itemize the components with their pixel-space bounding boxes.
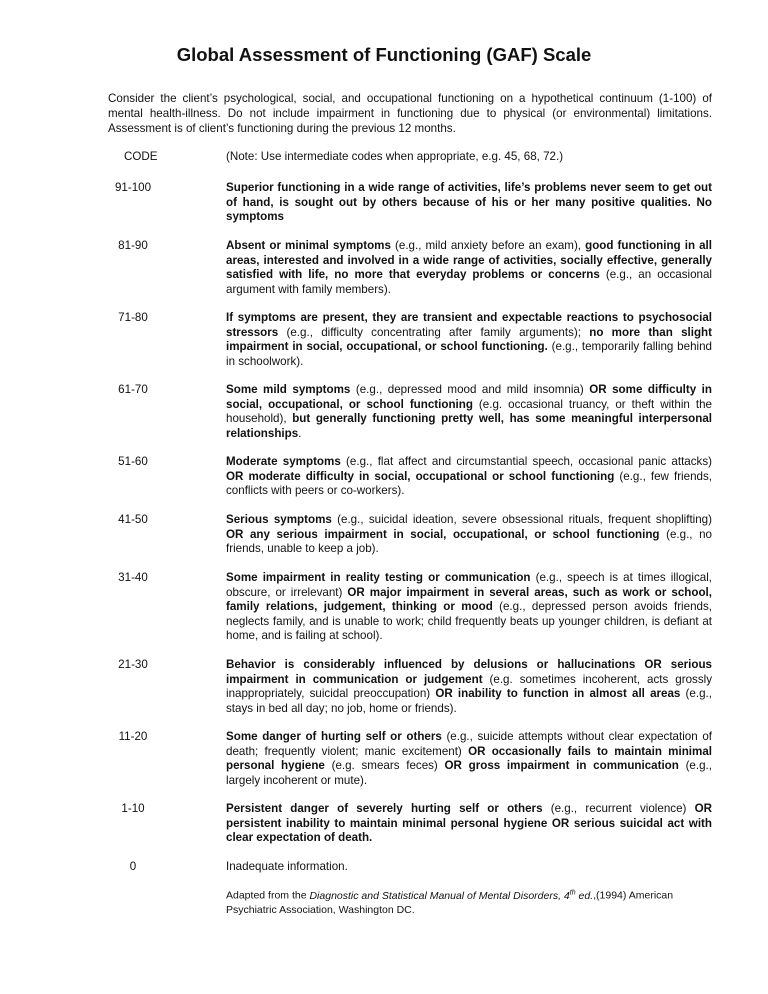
- description-bold-text: good functioning in all areas, interested and involved in a wide range of activities, socially effective, generally satisfied with life, no more that everyday problems or concerns: [226, 239, 712, 281]
- gaf-description: [226, 513, 712, 557]
- description-text: (e.g., an occasional argument with family members).: [226, 268, 712, 296]
- description-text: (e.g., temporarily falling behind in schoolwork).: [226, 340, 712, 368]
- page-title: Global Assessment of Functioning (GAF) Scale: [176, 44, 592, 65]
- description-text: (e.g., suicide attempts without clear expectation of death; frequently violent; manic excitement): [226, 730, 712, 758]
- description-bold-text: no more than slight impairment in social, occupational, or school functioning.: [226, 325, 712, 353]
- gaf-code: 51-60: [118, 455, 148, 468]
- description-text: (e.g., speech is at times illogical, obscure, or irrelevant): [226, 571, 712, 599]
- gaf-code: 0: [129, 860, 137, 873]
- description-text: (e.g., depressed person avoids friends, neglects family, and is unable to work; child frequently beats up younger children, is defiant at home, and is failing at school).: [226, 600, 712, 642]
- gaf-description: [226, 239, 712, 297]
- code-column-header: CODE: [124, 150, 158, 163]
- intro-paragraph: Consider the client’s psychological, social, and occupational functioning on a hypothetical continuum (1-100) of mental health-illness. Do not include impairment in functioning due to physical (or environmental) limitations. Assessment is of client’s functioning during the previous 12 months.: [108, 92, 712, 135]
- intermediate-codes-note: (Note: Use intermediate codes when appropriate, e.g. 45, 68, 72.): [226, 150, 564, 163]
- description-bold-text: Some impairment in reality testing or communication: [226, 571, 531, 584]
- description-bold-text: OR moderate difficulty in social, occupational or school functioning: [226, 469, 615, 483]
- description-text: (e.g., depressed mood and mild insomnia): [350, 383, 590, 396]
- citation-superscript: th: [569, 889, 576, 896]
- gaf-code: 21-30: [118, 658, 148, 671]
- source-citation: [226, 886, 716, 917]
- description-text: (e.g., recurrent violence): [542, 802, 695, 815]
- gaf-description: [226, 455, 712, 499]
- citation-edition: ed.: [575, 889, 594, 902]
- description-text: (e.g., difficulty concentrating after family arguments);: [278, 325, 590, 339]
- gaf-code: 41-50: [118, 513, 148, 526]
- citation-title: Diagnostic and Statistical Manual of Mental Disorders, 4: [309, 889, 570, 902]
- description-bold-text: OR gross impairment in communication: [444, 759, 679, 772]
- description-text: (e.g., stays in bed all day; no job, home or friends).: [226, 687, 712, 715]
- gaf-code: 1-10: [121, 802, 145, 815]
- gaf-description: [226, 658, 712, 716]
- gaf-description: [226, 571, 712, 644]
- description-bold-text: OR occasionally fails to maintain minimal personal hygiene: [226, 744, 712, 772]
- description-text: (e.g., flat affect and circumstantial speech, occasional panic attacks): [340, 455, 712, 468]
- gaf-code: 91-100: [114, 181, 152, 194]
- gaf-description: [226, 181, 712, 225]
- description-text: .: [298, 426, 302, 440]
- description-text: Inadequate information.: [226, 860, 348, 873]
- description-bold-text: Some mild symptoms: [226, 383, 351, 396]
- description-bold-text: Superior functioning in a wide range of activities, life’s problems never seem to get out of hand, is sought out by others because of his or her many positive qualities. No symptoms: [226, 181, 712, 223]
- description-text: (e.g., no friends, unable to keep a job).: [226, 527, 712, 555]
- gaf-code: 11-20: [118, 730, 148, 743]
- description-bold-text: OR inability to function in almost all areas: [435, 687, 681, 700]
- description-text: (e.g. smears feces): [324, 759, 445, 772]
- description-text: (e.g., suicidal ideation, severe obsessional rituals, frequent shoplifting): [331, 513, 712, 526]
- description-bold-text: OR major impairment in several areas, such as work or school, family relations, judgement, thinking or mood: [226, 585, 712, 613]
- description-bold-text: but generally functioning pretty well, has some meaningful interpersonal relationships: [226, 412, 712, 440]
- description-bold-text: If symptoms are present, they are transient and expectable reactions to psychosocial stressors: [226, 311, 712, 339]
- description-text: (e.g., largely incoherent or mute).: [226, 759, 712, 787]
- gaf-description: [226, 802, 712, 846]
- description-bold-text: OR persistent inability to maintain minimal personal hygiene OR serious suicidal act with clear expectation of death.: [226, 802, 712, 844]
- gaf-code: 81-90: [118, 239, 148, 252]
- gaf-description: [226, 311, 712, 369]
- description-text: (e.g., mild anxiety before an exam),: [390, 239, 586, 252]
- gaf-code: 61-70: [118, 383, 148, 396]
- description-bold-text: OR some difficulty in social, occupational, or school functioning: [226, 383, 712, 411]
- description-bold-text: Behavior is considerably influenced by delusions or hallucinations OR serious impairment in communication or judgement: [226, 658, 712, 686]
- gaf-description: [226, 730, 712, 788]
- description-text: (e.g., few friends, conflicts with peers or co-workers).: [226, 469, 712, 497]
- description-bold-text: Absent or minimal symptoms: [226, 239, 391, 252]
- description-bold-text: OR any serious impairment in social, occupational, or school functioning: [226, 527, 660, 541]
- gaf-code: 31-40: [118, 571, 148, 584]
- description-bold-text: Some danger of hurting self or others: [226, 730, 442, 743]
- gaf-code: 71-80: [118, 311, 148, 324]
- description-bold-text: Moderate symptoms: [226, 455, 341, 468]
- description-text: (e.g. occasional truancy, or theft within the household),: [226, 397, 712, 425]
- citation-suffix: ,(1994) American Psychiatric Association, Washington DC.: [226, 889, 674, 916]
- description-bold-text: Persistent danger of severely hurting self or others: [226, 802, 543, 815]
- gaf-description: [226, 860, 712, 875]
- citation-prefix: Adapted from the: [226, 889, 310, 902]
- description-text: (e.g. sometimes incoherent, acts grossly inappropriately, suicidal preoccupation): [226, 672, 713, 700]
- gaf-description: [226, 383, 712, 441]
- description-bold-text: Serious symptoms: [226, 513, 332, 526]
